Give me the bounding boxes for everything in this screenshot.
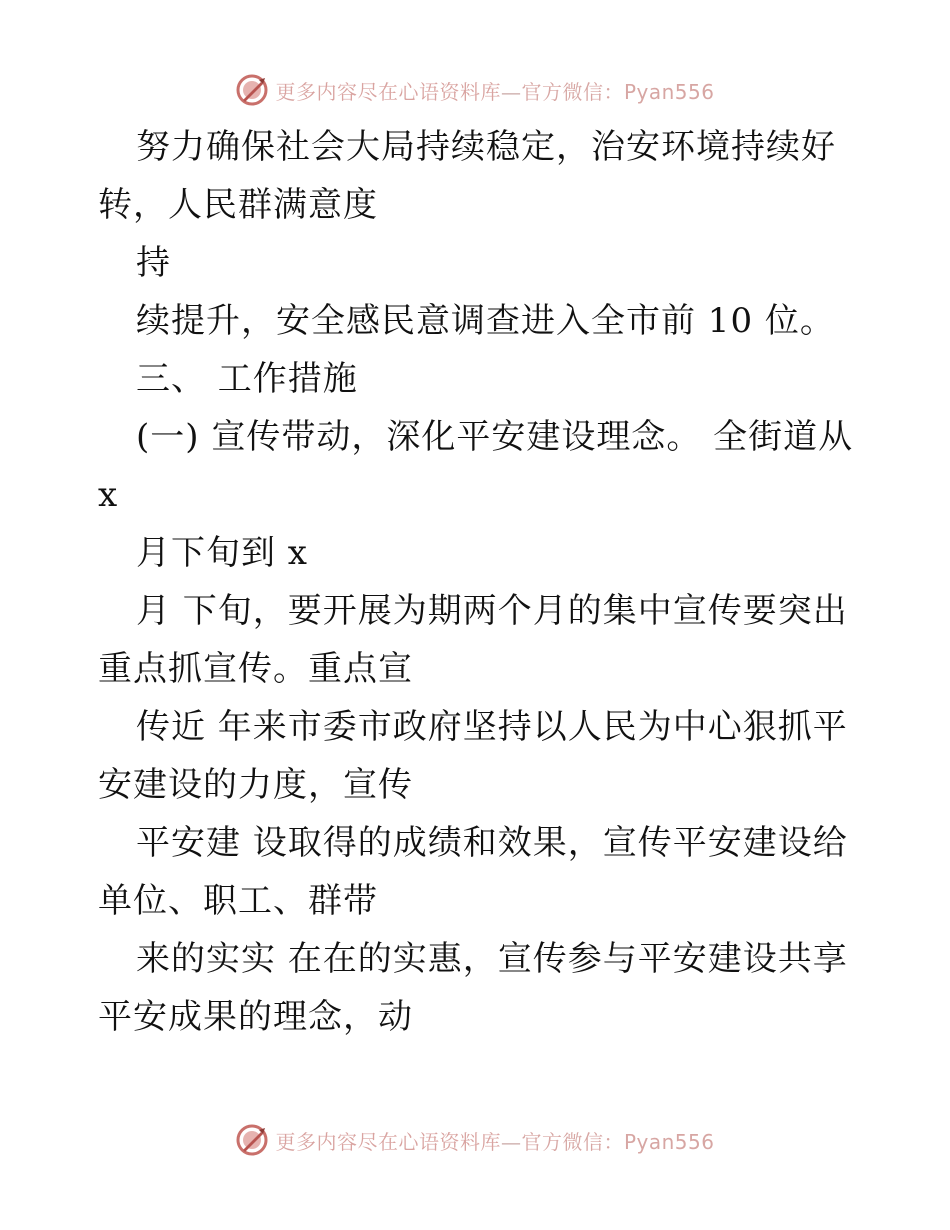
watermark-contact: 官方微信：Pyan556 (521, 79, 715, 104)
document-body (98, 118, 854, 1046)
footer-watermark (0, 1120, 950, 1160)
body-line: 月下旬到 x (136, 533, 308, 573)
body-line: 持 (136, 243, 171, 283)
body-line: 传近 年来市委市政府坚持以人民为中心狠抓平 (136, 707, 848, 747)
watermark-contact: 官方微信：Pyan556 (521, 1129, 715, 1154)
section-heading: 三、 工作措施 (136, 359, 358, 399)
body-line: x (98, 475, 119, 515)
subsection-heading: (一) 宣传带动，深化平安建设理念。 全街道从 (136, 417, 854, 457)
watermark-separator: — (500, 79, 522, 104)
body-line: 来的实实 在在的实惠，宣传参与平安建设共享 (136, 939, 848, 979)
header-watermark (0, 70, 950, 110)
body-line: 努力确保社会大局持续稳定，治安环境持续好 (136, 127, 836, 167)
watermark-separator: — (500, 1129, 522, 1154)
seal-pen-icon (235, 1123, 269, 1157)
body-line: 月 下旬，要开展为期两个月的集中宣传要突出 (136, 591, 848, 631)
body-line: 转，人民群满意度 (98, 185, 378, 225)
body-line: 续提升，安全感民意调查进入全市前 10 位。 (136, 301, 835, 341)
body-line: 平安成果的理念，动 (98, 997, 413, 1037)
body-line: 安建设的力度，宣传 (98, 765, 413, 805)
watermark-brand: 更多内容尽在心语资料库 (275, 1129, 501, 1154)
body-line: 单位、职工、群带 (98, 881, 378, 921)
watermark-brand: 更多内容尽在心语资料库 (275, 79, 501, 104)
body-line: 重点抓宣传。重点宣 (98, 649, 413, 689)
seal-pen-icon (235, 73, 269, 107)
body-line: 平安建 设取得的成绩和效果，宣传平安建设给 (136, 823, 848, 863)
